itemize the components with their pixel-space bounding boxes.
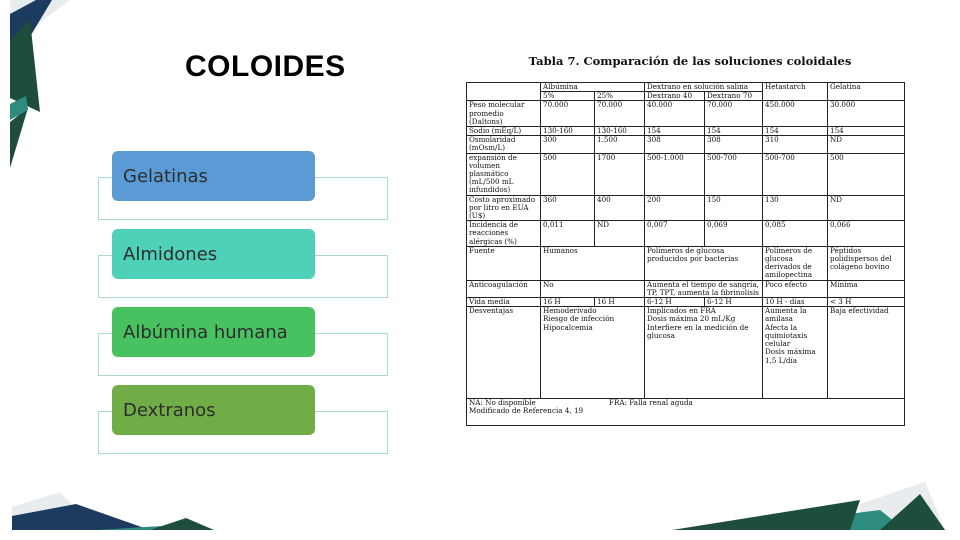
bottom-left-stripes <box>12 492 214 530</box>
table-cell: 154 <box>828 127 905 136</box>
table-cell: 10 H - días <box>763 298 828 307</box>
table-cell: Aumenta el tiempo de sangría, TP, TPT, aumenta la fibrinolisis <box>645 280 763 297</box>
table-row <box>467 221 905 247</box>
header-hetastarch: Hetastarch <box>763 83 828 101</box>
table-cell: 500-700 <box>763 153 828 195</box>
header-albumina: Albúmina <box>541 83 645 92</box>
row-label: Sodio (mEq/L) <box>467 127 541 136</box>
desventaja-item: Dosis máxima 20 mL/Kg <box>647 314 736 324</box>
table-header-row <box>467 83 905 92</box>
top-left-stripes <box>10 0 70 168</box>
table-cell: ND <box>828 195 905 221</box>
desventaja-item: Dosis máxima 1,5 L/día <box>765 347 816 365</box>
table-cell <box>828 307 905 399</box>
table-cell: 70.000 <box>595 101 645 127</box>
list-item-pill-albumina: Albúmina humana <box>112 307 315 357</box>
table-cell: 6-12 H <box>645 298 705 307</box>
table-cell: 500 <box>828 153 905 195</box>
table-notes <box>467 399 905 426</box>
table-cell: 450.000 <box>763 101 828 127</box>
header-dextrano: Dextrano en solución salina <box>645 83 763 92</box>
table-row <box>467 136 905 153</box>
table-row <box>467 127 905 136</box>
note-fra: FRA: Falla renal aguda <box>609 398 693 408</box>
list-item-pill-dextranos: Dextranos <box>112 385 315 435</box>
table-cell: 1.500 <box>595 136 645 153</box>
desventaja-item: Hipocalcemia <box>543 322 593 332</box>
table-cell: 0,069 <box>705 221 763 247</box>
header-gelatina: Gelatina <box>828 83 905 101</box>
desventaja-item: Interfiere en la medición de glucosa <box>647 322 749 340</box>
table-cell: 130 <box>763 195 828 221</box>
table-cell <box>763 307 828 399</box>
table-cell: 360 <box>541 195 595 221</box>
table-cell: Poco efecto <box>763 280 828 297</box>
table-cell: 0,066 <box>828 221 905 247</box>
row-label: Osmolaridad (mOsm/L) <box>467 136 541 153</box>
table-row <box>467 153 905 195</box>
table-cell: No <box>541 280 645 297</box>
comparison-table <box>466 82 905 426</box>
table-cell: 400 <box>595 195 645 221</box>
bottom-right-stripes <box>672 482 945 530</box>
row-label: Anticoagulación <box>467 280 541 297</box>
table-cell: 70.000 <box>541 101 595 127</box>
table-cell: 300 <box>541 136 595 153</box>
table-cell: 500-1.000 <box>645 153 705 195</box>
table-cell: 310 <box>763 136 828 153</box>
table-cell <box>541 307 645 399</box>
desventaja-item: Hemoderivado <box>543 306 597 316</box>
header-dex-70: Dextrano 70 <box>705 92 763 101</box>
table-cell: 154 <box>645 127 705 136</box>
note-ref: Modificado de Referencia 4, 19 <box>469 406 584 416</box>
table-cell: 130-160 <box>595 127 645 136</box>
table-cell: 200 <box>645 195 705 221</box>
desventaja-item: Afecta la quimiotaxis celular <box>765 322 808 349</box>
table-row <box>467 101 905 127</box>
note-nd: NA: No disponible <box>469 398 536 408</box>
table-row-anticoagulacion <box>467 280 905 297</box>
table-cell: Polímeros de glucosa producidos por bacterias <box>645 246 763 280</box>
table-row <box>467 195 905 221</box>
table-cell: 0,085 <box>763 221 828 247</box>
table-cell: 16 H <box>541 298 595 307</box>
header-dex-40: Dextrano 40 <box>645 92 705 101</box>
table-cell: 0,011 <box>541 221 595 247</box>
header-alb-5: 5% <box>541 92 595 101</box>
table-cell: Mínima <box>828 280 905 297</box>
header-blank <box>467 83 541 101</box>
row-label: Fuente <box>467 246 541 280</box>
table-cell: 40.000 <box>645 101 705 127</box>
table-cell: ND <box>828 136 905 153</box>
header-alb-25: 25% <box>595 92 645 101</box>
table-cell: 154 <box>763 127 828 136</box>
deco-br-green <box>672 500 860 530</box>
table-cell: 1700 <box>595 153 645 195</box>
list-item-pill-gelatinas: Gelatinas <box>112 151 315 201</box>
desventaja-item: Baja efectividad <box>830 306 889 316</box>
table-caption: Tabla 7. Comparación de las soluciones coloidales <box>528 54 852 68</box>
table-row-fuente <box>467 246 905 280</box>
table-cell: Péptidos polidispersos del colágeno bovino <box>828 246 905 280</box>
table-cell: Polímeros de glucosa derivados de amilopectina <box>763 246 828 280</box>
table-cell: ND <box>595 221 645 247</box>
desventaja-item: Riesgo de infección <box>543 314 615 324</box>
row-label: Incidencia de reacciones alérgicas (%) <box>467 221 541 247</box>
table-row-vida-media <box>467 298 905 307</box>
table-cell: Humanos <box>541 246 645 280</box>
row-label: Vida media <box>467 298 541 307</box>
table-cell: 130-160 <box>541 127 595 136</box>
desventaja-item: Implicados en FRA <box>647 306 716 316</box>
slide-title: COLOIDES <box>185 50 346 83</box>
table-cell: 6-12 H <box>705 298 763 307</box>
table-cell: < 3 H <box>828 298 905 307</box>
row-label: expansión de volumen plasmático (mL/500 mL infundidos) <box>467 153 541 195</box>
table-cell: 70.000 <box>705 101 763 127</box>
row-label: Costo aproximado por litro en EUA (U$) <box>467 195 541 221</box>
row-label: Peso molecular promedio (Daltons) <box>467 101 541 127</box>
table-row-desventajas <box>467 307 905 399</box>
table-cell <box>645 307 763 399</box>
table-cell: 30.000 <box>828 101 905 127</box>
list-item-pill-almidones: Almidones <box>112 229 315 279</box>
table-cell: 500-700 <box>705 153 763 195</box>
table-notes-row <box>467 399 905 426</box>
table-cell: 16 H <box>595 298 645 307</box>
table-cell: 308 <box>645 136 705 153</box>
desventaja-item: Aumenta la amilasa <box>765 306 807 324</box>
table-cell: 154 <box>705 127 763 136</box>
table-cell: 308 <box>705 136 763 153</box>
table-cell: 150 <box>705 195 763 221</box>
row-label: Desventajas <box>467 307 541 399</box>
table-cell: 500 <box>541 153 595 195</box>
deco-bl-green <box>150 518 214 530</box>
table-cell: 0,007 <box>645 221 705 247</box>
